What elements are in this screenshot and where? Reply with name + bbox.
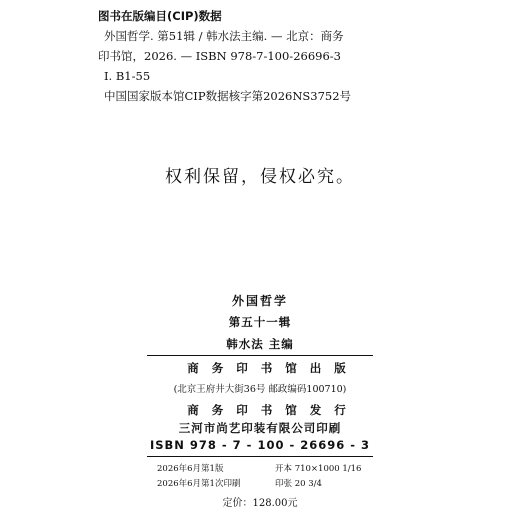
price-label: 定价：128.00元 [222,498,298,509]
isbn-line: ISBN 978 - 7 - 100 - 26696 - 3 [149,438,371,452]
editor-credit: 韩水法 主编 [226,337,294,351]
book-title: 外国哲学 [231,294,288,308]
publisher-address: (北京王府井大街36号 邮政编码100710) [173,384,347,395]
cip-entry-line-2: 印书馆，2026. — ISBN 978-7-100-26696-3 [98,49,341,63]
publisher-line: 商务印书馆出版 [187,361,359,375]
edition-info [157,462,240,492]
colophon-bottom-rule [147,456,373,457]
edition-first-date: 2026年6月第1版 [157,464,224,474]
printer-line: 三河市尚艺印装有限公司印刷 [178,421,342,435]
printed-sheets: 印张 20 3/4 [275,479,322,489]
cip-heading: 图书在版编目(CIP)数据 [98,9,222,23]
cip-data-block [98,6,428,106]
distributor-line: 商务印书馆发行 [187,403,359,417]
volume-number: 第五十一辑 [228,315,292,329]
cip-classification: Ⅰ. B1-55 [104,69,151,83]
format-info [275,462,361,492]
printing-first-date: 2026年6月第1次印刷 [157,479,241,489]
colophon-top-rule [147,355,373,356]
format-size: 开本 710×1000 1/16 [275,464,362,474]
cip-record-number: 中国国家版本馆CIP数据核字第2026NS3752号 [104,89,352,103]
rights-statement: 权利保留，侵权必究。 [165,167,355,187]
cip-entry-line-1: 外国哲学. 第51辑 / 韩水法主编. — 北京：商务 [104,29,344,43]
